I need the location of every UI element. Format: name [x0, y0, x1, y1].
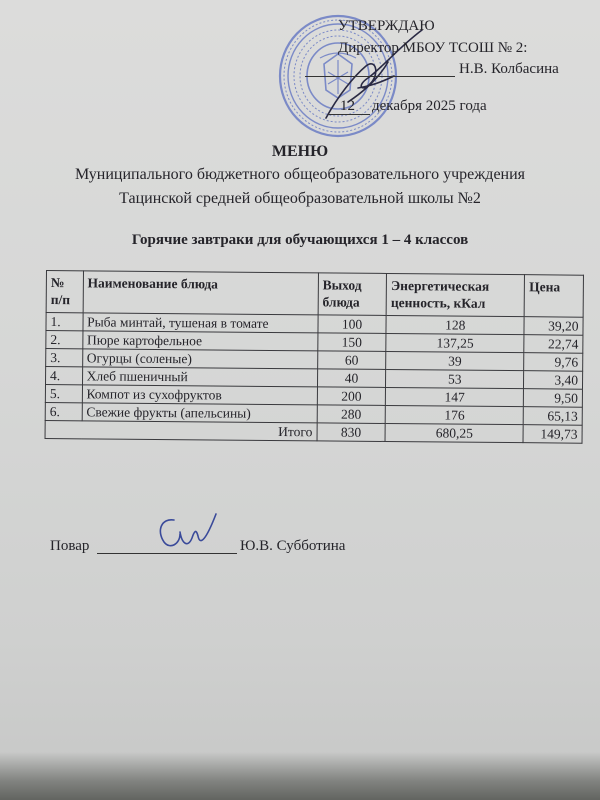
total-label: Итого	[45, 420, 317, 440]
table-total-row	[45, 420, 582, 443]
row-energy: 147	[386, 387, 524, 406]
row-energy: 128	[386, 315, 524, 334]
total-output: 830	[317, 423, 386, 442]
total-price: 149,73	[523, 425, 582, 444]
row-price: 9,76	[524, 353, 583, 372]
header-no: № п/п	[46, 271, 83, 313]
row-output: 200	[317, 387, 386, 406]
row-price: 39,20	[524, 317, 583, 336]
row-name: Огурцы (соленые)	[82, 349, 317, 369]
menu-subtitle: Горячие завтраки для обучающихся 1 – 4 классов	[131, 232, 469, 248]
cook-role: Повар	[50, 538, 90, 554]
row-name: Компот из сухофруктов	[82, 385, 317, 405]
row-no: 5.	[45, 385, 82, 403]
cook-name: Ю.В. Субботина	[240, 538, 346, 554]
row-name: Свежие фрукты (апельсины)	[82, 403, 317, 423]
row-no: 2.	[46, 331, 83, 349]
header-energy: Энергетическая ценность, кКал	[386, 273, 524, 316]
director-signature-line	[305, 60, 455, 77]
institution-line-2: Тацинской средней общеобразовательной школы №2	[119, 190, 481, 207]
row-output: 100	[318, 315, 387, 334]
approve-word: УТВЕРЖДАЮ	[338, 18, 435, 34]
row-name: Хлеб пшеничный	[82, 367, 317, 387]
total-energy: 680,25	[385, 423, 523, 442]
cook-signature-icon	[150, 510, 220, 560]
bottom-shadow	[0, 752, 600, 800]
director-title: Директор МБОУ ТСОШ № 2:	[338, 40, 528, 56]
header-output: Выход блюда	[318, 273, 387, 316]
row-energy: 53	[386, 369, 524, 388]
institution-line-1: Муниципального бюджетного общеобразовательного учреждения	[74, 166, 526, 183]
row-price: 9,50	[524, 389, 583, 408]
row-price: 3,40	[524, 371, 583, 390]
director-name: Н.В. Колбасина	[459, 61, 559, 77]
row-price: 22,74	[524, 335, 583, 354]
table-header-row	[46, 271, 583, 318]
row-energy: 39	[386, 351, 524, 370]
row-no: 6.	[45, 402, 82, 420]
row-energy: 137,25	[386, 333, 524, 352]
row-output: 150	[318, 333, 387, 352]
row-output: 280	[317, 405, 386, 424]
menu-table	[45, 270, 584, 444]
menu-title: МЕНЮ	[271, 143, 329, 160]
row-no: 1.	[46, 313, 83, 331]
row-name: Рыба минтай, тушеная в томате	[83, 313, 318, 333]
row-no: 3.	[46, 349, 83, 367]
row-output: 60	[317, 351, 386, 370]
row-name: Пюре картофельное	[82, 331, 317, 351]
row-price: 65,13	[523, 407, 582, 426]
date-day: 12	[340, 98, 355, 114]
row-output: 40	[317, 369, 386, 388]
header-price: Цена	[524, 275, 583, 318]
row-no: 4.	[46, 367, 83, 385]
row-energy: 176	[385, 405, 523, 424]
date-month-year: декабря 2025 года	[372, 98, 487, 114]
header-name: Наименование блюда	[83, 271, 319, 315]
